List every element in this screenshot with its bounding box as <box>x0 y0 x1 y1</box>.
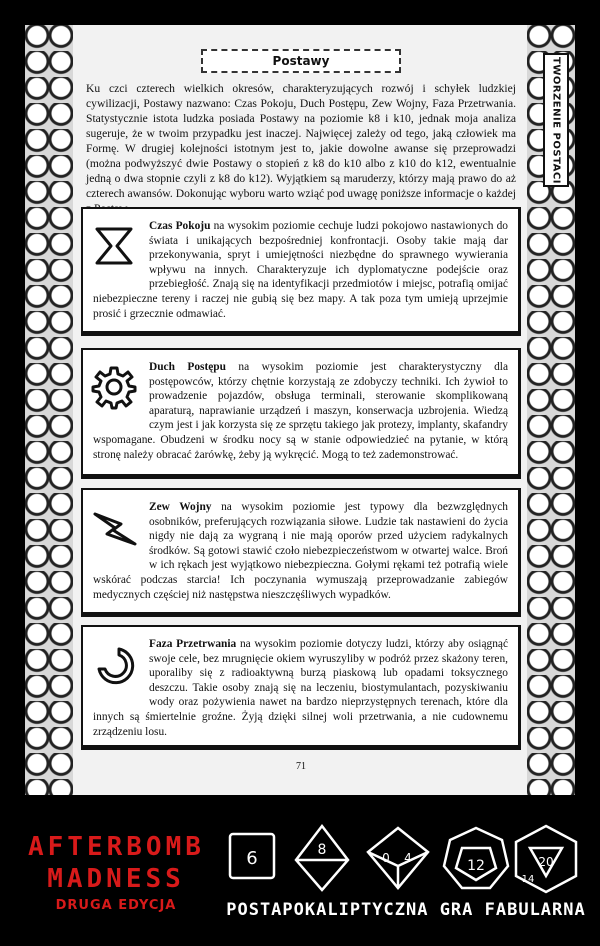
chapter-tab-label: TWORZENIE POSTACI <box>550 56 562 184</box>
d8-icon <box>296 826 348 890</box>
d20-icon <box>516 826 576 892</box>
tagline: POSTAPOKALIPTYCZNA GRA FABULARNA <box>226 900 586 920</box>
logo-edition: DRUGA EDYCJA <box>55 898 177 913</box>
d10-label-a: 0 <box>382 851 390 865</box>
attitude-text-peace <box>83 209 518 321</box>
attitude-name: Zew Wojny <box>149 501 212 513</box>
attitude-description: na wysokim poziomie jest charakterystyczny dla postępowców, którzy chętnie korzystają ze zdobyczy techniki. Ich żywioł to prowadzenie pojazdów, obsługa terminali, sterowanie skomplikowaną aparaturą, naprawianie urządzeń i maszyn, konserwacja uzbrojenia. Wiedzą czym jest i jak korzysta się ze sprzętu takiego jak protezy, implanty, skafandry wspomagane. Obudzeni w środku nocy są w stanie odpowiedzieć na pytanie, w którą stronę należy obracać żarówkę, żeby ją wykręcić. Mogą to też zademonstrować. <box>93 361 508 461</box>
d10-icon <box>368 828 428 888</box>
game-logo <box>28 832 204 913</box>
attitude-text-war <box>83 490 518 602</box>
intro-paragraph: Ku czci czterech wielkich okresów, charakteryzujących rozwój i schyłek ludzkiej cywilizacji, Postawy nazwano: Czas Pokoju, Duch Postępu, Zew Wojny, Faza Przetrwania. Statystycznie istota ludzka posiada Postawy na poziomie k8 i k10, jednak moja analiza sugeruje, że w twoim przypadku jest inaczej. Najwięcej zależy od tego, jaką człowiek ma Formę. W drugiej kolejności istotnym jest to, jakie dowolne awanse się przeprowadzi (można podwyższyć dwie Postawy o stopień z k8 do k10 albo z k10 do k12, ewentualnie jedną o dwa stopnie czyli z k8 do k12). Wyjątkiem są maruderzy, którzy mają prawo do aż czterech awansów. Dokonując wyboru warto wziąć pod uwagę poniższe informacje o każdej <box>86 82 516 200</box>
attitude-description: na wysokim poziomie cechuje ludzi pokojowo nastawionych do świata i unikających bezpośredniej konfrontacji. Osoby takie mają dar przekonywania, spryt i umiejętności niezbędne do sprawnego wywierania wpływu na innych. Charakteryzuje ich dyplomatyczne podejście oraz przebiegłość. Znają się na identyfikacji przedmiotów i miejsc, potrafią omijać niebezpieczne tereny i raczej nie gubią się bez mapy. A tak poza tym umieją uprzejmie prosić i grzecznie odmawiać. <box>93 220 508 320</box>
attitude-box-progress <box>81 348 521 479</box>
attitude-text-progress <box>83 350 518 462</box>
attitude-box-war <box>81 488 521 617</box>
d6-label: 6 <box>246 848 258 869</box>
attitude-description: na wysokim poziomie jest typowy dla bezwzględnych osobników, preferujących rozwiązania siłowe. Ludzie tak nastawieni do życia nigdy nie dają za wygraną i nie mają oporów przed użyciem radykalnych środków. Są gotowi stawić czoło niebezpieczeństwom w otwartej walce. Broń w ich rękach jest wyjątkowo niebezpieczna. Gołymi rękami też potrafią wiele wskórać podczas starcia! Ich poczynania wymuszają przeprowadzanie zabiegów medycznych częściej niż następstwa nieszczęśliwych wypadków. <box>93 501 508 601</box>
d10-label-b: 4 <box>404 851 412 865</box>
hourglass-icon <box>91 223 137 269</box>
crescent-icon <box>91 641 137 687</box>
book-page <box>25 25 575 795</box>
attitude-name: Duch Postępu <box>149 361 226 373</box>
d12-icon <box>444 828 508 888</box>
d20-label-a: 20 <box>538 855 554 869</box>
logo-line-2: MADNESS <box>47 864 185 894</box>
attitude-box-survival <box>81 625 521 750</box>
d6-icon <box>230 834 274 878</box>
page-number: 71 <box>296 761 306 772</box>
logo-line-1: AFTERBOMB <box>28 832 205 862</box>
d20-label-b: 14 <box>521 874 535 885</box>
lightning-icon <box>91 504 137 550</box>
d12-label: 12 <box>467 858 485 874</box>
d8-label: 8 <box>317 842 327 858</box>
attitude-text-survival <box>83 627 518 739</box>
chapter-tab <box>543 53 569 187</box>
dice-set <box>224 822 584 894</box>
book-footer <box>0 800 600 946</box>
gear-icon <box>91 364 137 410</box>
attitude-name: Faza Przetrwania <box>149 638 237 650</box>
page-content <box>81 25 521 795</box>
section-title: Postawy <box>201 49 401 73</box>
attitude-description: na wysokim poziomie dotyczy ludzi, którzy aby osiągnąć swoje cele, bez mrugnięcie okiem wyruszyliby w podróż przez skażony teren, uporaliby się z radioaktywną burzą piaskową lub opadami toksycznego deszczu. Takie osoby znają się na leczeniu, biostymulantach, pozyskiwaniu wody oraz pożywienia nawet na bardzo nieprzystępnych terenach, które dla innych są śmiertelnie groźne. Żyją dzięki silnej woli przetrwania, a nie cudownemu zrządzeniu losu. <box>93 638 508 738</box>
attitude-box-peace <box>81 207 521 336</box>
attitude-name: Czas Pokoju <box>149 220 211 232</box>
skull-border-left <box>25 25 73 795</box>
